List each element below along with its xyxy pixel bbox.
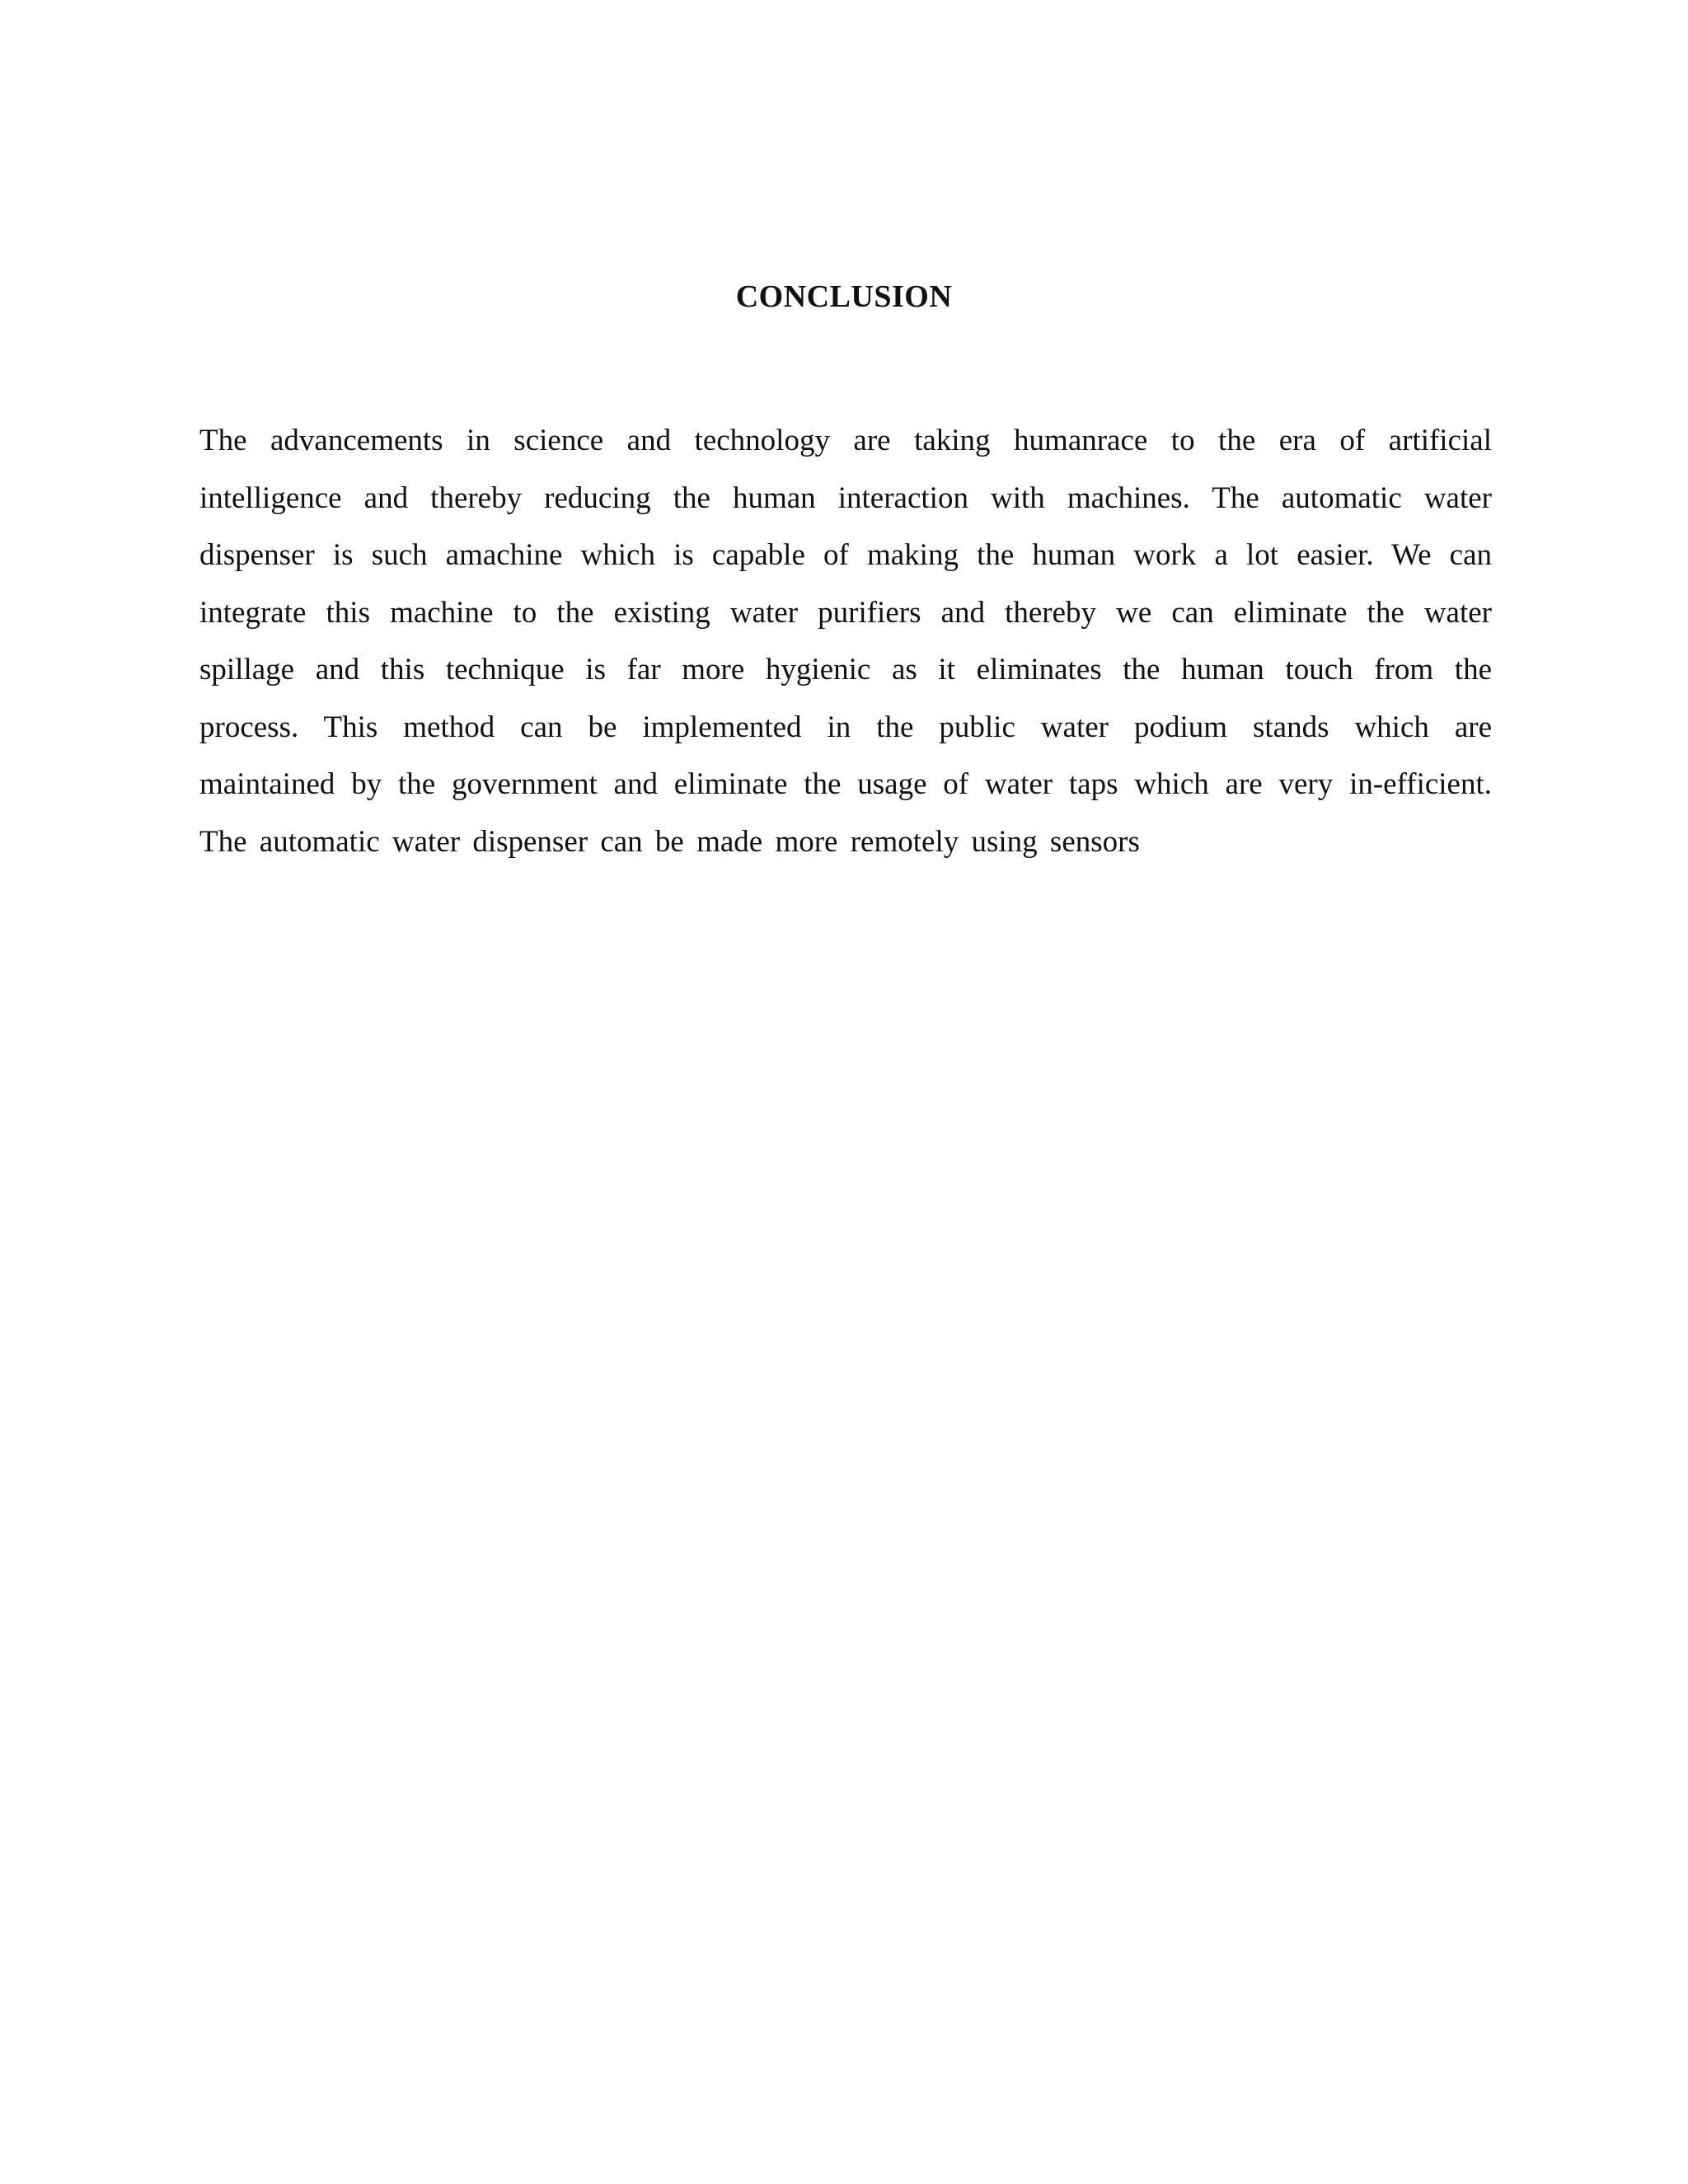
conclusion-paragraph [199,420,1492,879]
paragraph-line: dispenser is such amachine which is capable of making the human work a lot easier. We can [199,538,1492,572]
paragraph-line: spillage and this technique is far more hygienic as it eliminates the human touch from the [199,653,1492,687]
paragraph-line: The advancements in science and technology are taking humanrace to the era of artificial [199,424,1492,457]
paragraph-line-last: The automatic water dispenser can be made more remotely using sensors [199,824,1140,859]
paragraph-line: maintained by the government and eliminate the usage of water taps which are very in-efficient. [199,767,1492,801]
paragraph-line: intelligence and thereby reducing the human interaction with machines. The automatic water [199,480,1492,515]
page-heading: CONCLUSION [735,279,953,314]
paragraph-line: process. This method can be implemented in the public water podium stands which are [199,710,1492,744]
paragraph-line: integrate this machine to the existing water purifiers and thereby we can eliminate the water [199,595,1492,630]
